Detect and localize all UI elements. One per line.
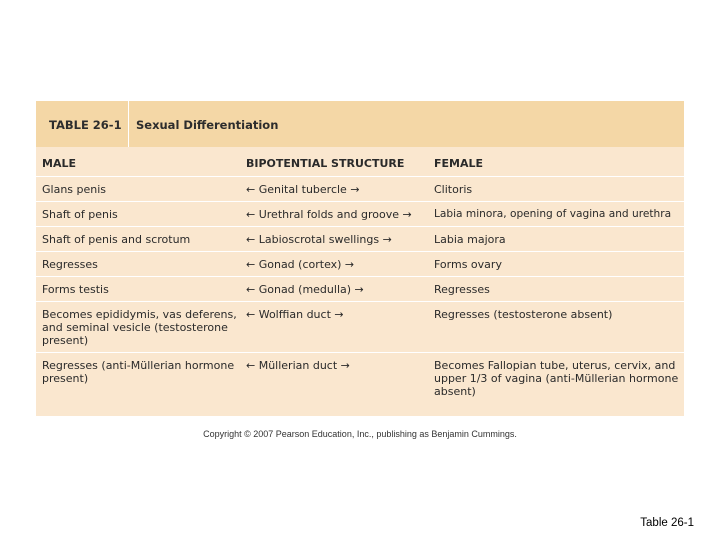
male-cell: Regresses (anti-Müllerian hormone present) — [42, 359, 235, 385]
bipotential-cell: ← Müllerian duct → — [246, 359, 350, 372]
table-header-row — [36, 147, 684, 177]
male-cell: Shaft of penis and scrotum — [42, 233, 191, 246]
female-cell: Labia minora, opening of vagina and urethra — [434, 208, 672, 220]
table-row — [36, 302, 684, 353]
table-row — [36, 177, 684, 202]
table-row — [36, 227, 684, 252]
male-cell: Regresses — [42, 258, 98, 271]
female-cell: Labia majora — [434, 233, 506, 246]
bipotential-cell: ← Gonad (medulla) → — [246, 283, 364, 296]
table-row — [36, 252, 684, 277]
female-cell: Regresses — [434, 283, 490, 296]
header-bipotential: BIPOTENTIAL STRUCTURE — [246, 157, 405, 170]
header-female: FEMALE — [434, 157, 484, 170]
bipotential-cell: ← Urethral folds and groove → — [246, 208, 412, 221]
table-number: TABLE 26-1 — [36, 101, 129, 147]
bipotential-cell: ← Gonad (cortex) → — [246, 258, 355, 271]
table-row — [36, 353, 684, 416]
female-cell: Forms ovary — [434, 258, 502, 271]
bipotential-cell: ← Genital tubercle → — [246, 183, 360, 196]
table-row — [36, 277, 684, 302]
female-cell: Regresses (testosterone absent) — [434, 308, 613, 321]
female-cell: Becomes Fallopian tube, uterus, cervix, and upper 1/3 of vagina (anti-Müllerian hormone absent) — [434, 359, 679, 398]
table-title-bar — [36, 101, 684, 147]
bipotential-cell: ← Wolffian duct → — [246, 308, 344, 321]
table-title: Sexual Differentiation — [136, 118, 279, 132]
table-row — [36, 202, 684, 227]
slide-caption: Table 26-1 — [640, 517, 694, 529]
header-male: MALE — [42, 157, 76, 170]
male-cell: Forms testis — [42, 283, 109, 296]
male-cell: Glans penis — [42, 183, 107, 196]
male-cell: Becomes epididymis, vas deferens, and seminal vesicle (testosterone present) — [42, 308, 237, 347]
female-cell: Clitoris — [434, 183, 473, 196]
sexual-differentiation-table — [36, 101, 684, 416]
bipotential-cell: ← Labioscrotal swellings → — [246, 233, 392, 246]
copyright-notice: Copyright © 2007 Pearson Education, Inc., publishing as Benjamin Cummings. — [203, 429, 517, 439]
male-cell: Shaft of penis — [42, 208, 118, 221]
